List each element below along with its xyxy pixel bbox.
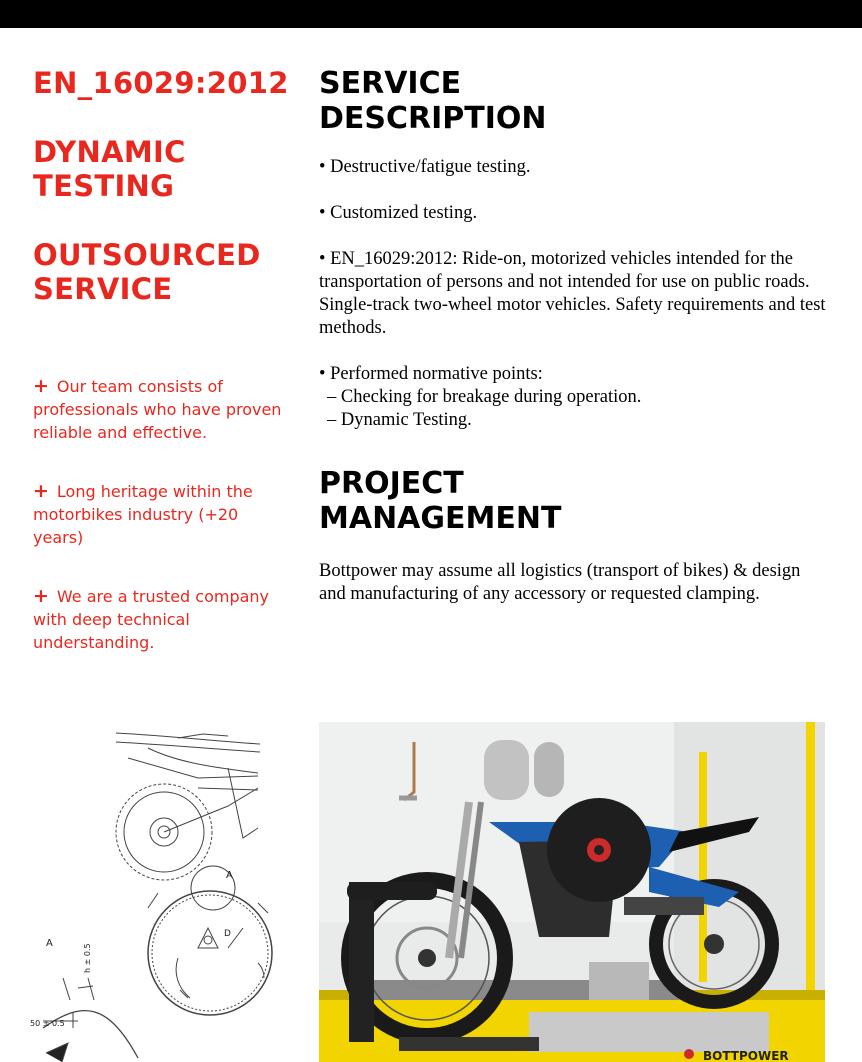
benefit-item: [33, 585, 293, 654]
benefit-item: [33, 480, 293, 549]
drawing-label-a2: A: [46, 938, 53, 949]
benefit-text: We are a trusted company with deep technical understanding.: [33, 587, 270, 652]
technical-drawing: [28, 728, 288, 1062]
top-bar: [0, 0, 862, 28]
service-subitem: – Checking for breakage during operation.: [327, 387, 642, 407]
project-management-text: Bottpower may assume all logistics (transport of bikes) & design and manufacturing of any accessory or requested clamping.: [319, 561, 801, 604]
plus-icon: +: [33, 585, 49, 607]
drawing-label-d: D: [224, 929, 231, 939]
service-type-title: OUTSOURCED SERVICE: [33, 238, 261, 306]
benefit-text: Our team consists of professionals who have proven reliable and effective.: [33, 377, 282, 442]
benefit-text: Long heritage within the motorbikes industry (+20 years): [33, 482, 253, 547]
benefit-item: [33, 375, 293, 444]
plus-icon: +: [33, 375, 49, 397]
service-item: • Destructive/fatigue testing.: [319, 157, 531, 177]
left-titles: [33, 66, 288, 306]
drawing-dim-h: h ± 0.5: [83, 943, 92, 973]
standard-title: EN_16029:2012: [33, 66, 289, 100]
service-description-title: SERVICE DESCRIPTION: [319, 66, 547, 136]
benefits-list: [33, 375, 293, 690]
service-item: • Customized testing.: [319, 203, 478, 223]
service-item: • EN_16029:2012: Ride-on, motorized vehicles intended for the transportation of persons and not intended for use on public roads. Single-track two-wheel motor vehicles. Safety requirements and test methods.: [319, 249, 826, 338]
bottpower-logo-text: BOTTPOWER: [703, 1049, 789, 1062]
service-description-list: [319, 156, 839, 432]
test-rig-photo: [319, 722, 825, 1062]
service-item: • Performed normative points:: [319, 364, 543, 384]
drawing-label-a1: A: [226, 870, 233, 881]
plus-icon: +: [33, 480, 49, 502]
project-management-title: PROJECT MANAGEMENT: [319, 466, 562, 536]
service-subitem: – Dynamic Testing.: [327, 410, 472, 430]
testing-title: DYNAMIC TESTING: [33, 135, 186, 203]
drawing-dim-50: 50 ± 0.5: [30, 1019, 65, 1028]
right-column: [319, 66, 839, 606]
